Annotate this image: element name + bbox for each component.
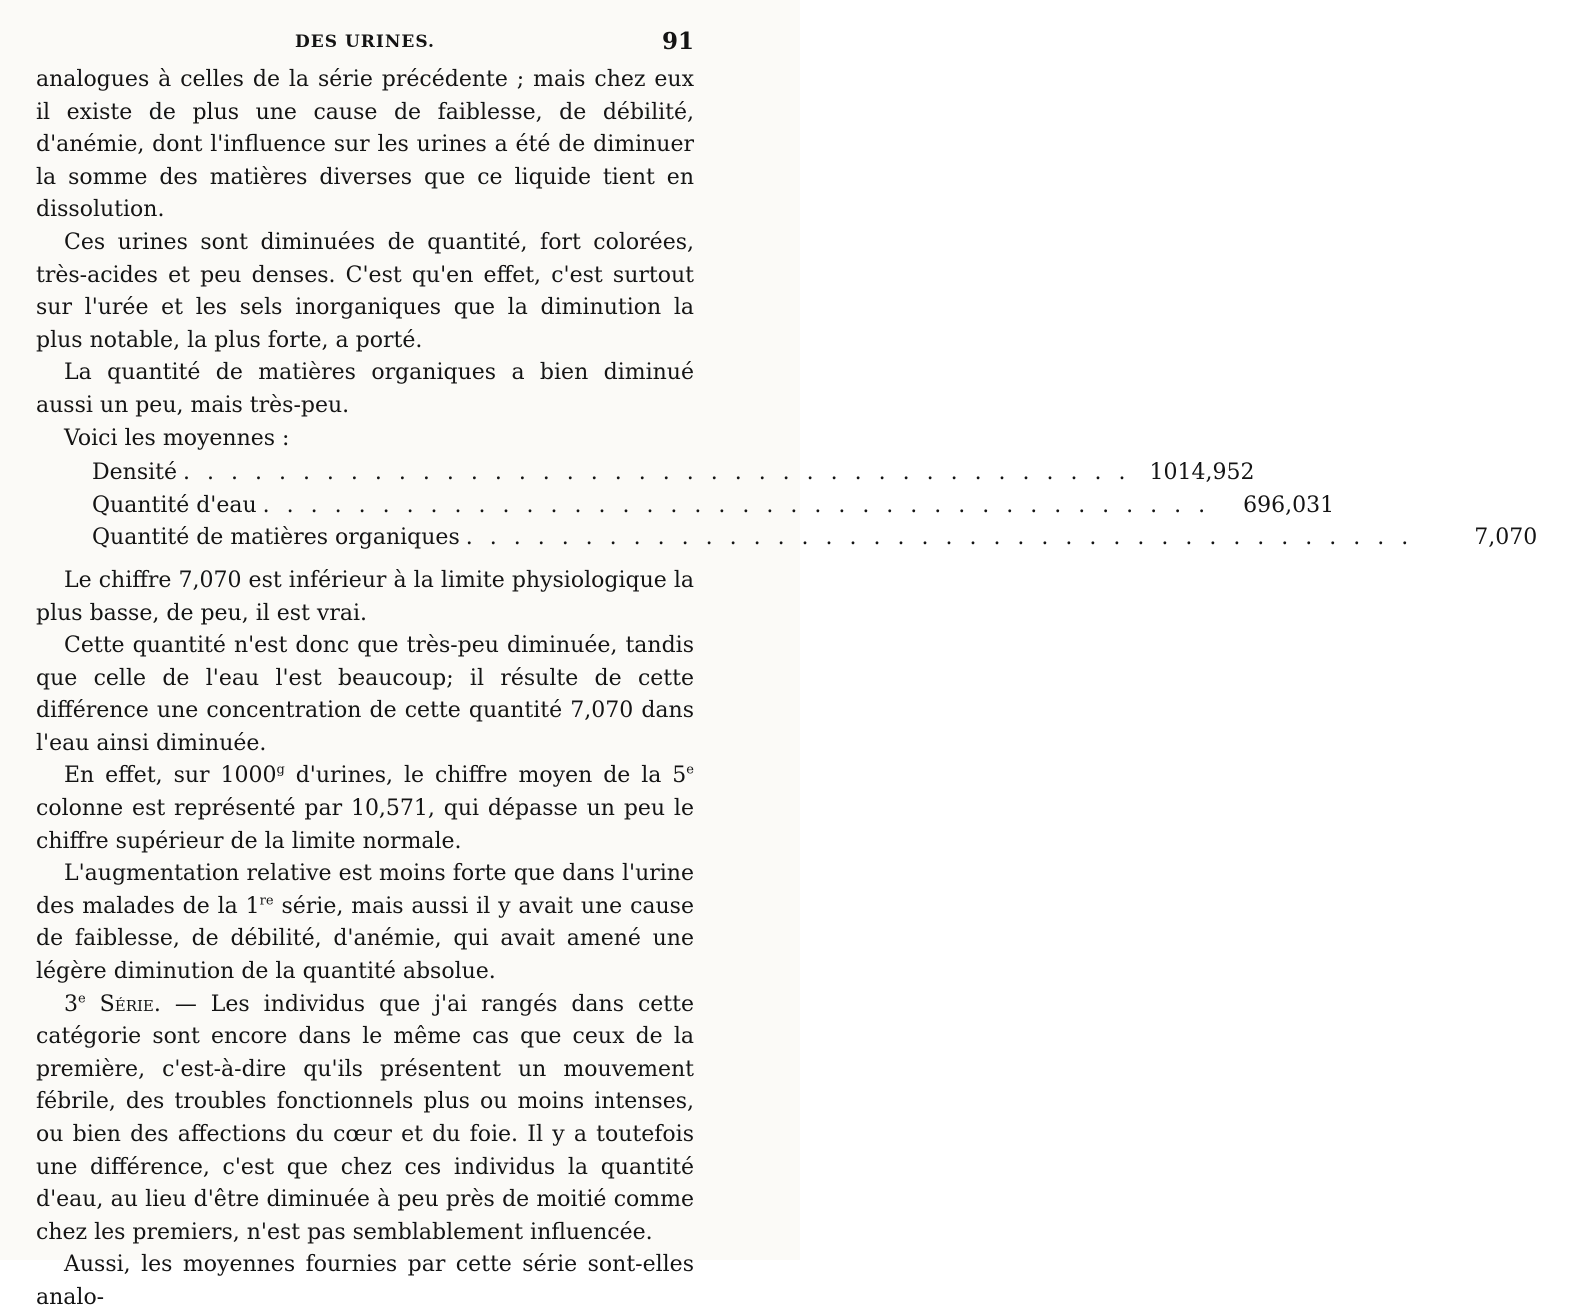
paragraph-continuation: analogues à celles de la série précédente ; mais chez eux il existe de plus une cause de faiblesse, de débilité, d'anémie, dont l'influence sur les urines a été de diminuer la somme des matières diverses que ce liquide tient en dissolution.: [36, 67, 694, 223]
paragraph-augmentation: [36, 858, 694, 988]
ordinal-superscript: e: [78, 991, 86, 1007]
paragraph-figure-comparison: Le chiffre 7,070 est inférieur à la limite physiologique la plus basse, de peu, il est vrai.: [36, 567, 694, 626]
body-text: [36, 64, 1538, 1315]
averages-row-water: [36, 490, 1335, 523]
paragraph-concentration: Cette quantité n'est donc que très-peu diminuée, tandis que celle de l'eau l'est beaucoup; il résulte de cette différence une concentration de cette quantité 7,070 dans l'eau ainsi diminuée.: [36, 633, 694, 756]
averages-value: 1014,952: [1149, 460, 1255, 486]
series-heading: Série.: [99, 991, 161, 1017]
paragraph-en-effet: [36, 760, 694, 858]
ordinal-superscript: e: [686, 763, 694, 779]
averages-value: 7,070: [1474, 525, 1538, 551]
averages-label: Densité: [92, 460, 178, 486]
text-segment: d'urines, le chiffre moyen de la 5: [284, 763, 687, 789]
paragraph-organic-matter: La quantité de matières organiques a bien diminué aussi un peu, mais très-peu.: [36, 360, 694, 418]
page-number: 91: [661, 28, 694, 55]
averages-table: [36, 457, 1538, 555]
paragraph-averages-intro: Voici les moyennes :: [64, 425, 290, 451]
page-header: [36, 28, 694, 60]
paragraph-urine-description: Ces urines sont diminuées de quantité, fort colorées, très-acides et peu denses. C'est qu'en effet, c'est surtout sur l'urée et les sels inorganiques que la diminution la plus notable, la plus forte, a porté.: [36, 229, 694, 353]
text-segment: colonne est représenté par 10,571, qui dépasse un peu le chiffre supérieur de la limite normale.: [36, 796, 694, 854]
dot-leader: [263, 490, 1210, 523]
averages-row-organic: [36, 522, 1538, 555]
text-segment: En effet, sur 1000: [64, 763, 277, 789]
paragraph-final: Aussi, les moyennes fournies par cette série sont-elles analo-: [36, 1252, 694, 1310]
series-number: 3: [64, 991, 78, 1017]
averages-row-density: [36, 457, 1255, 490]
paragraph-third-series: [36, 989, 694, 1250]
dot-leader: [183, 457, 1130, 490]
ordinal-superscript: re: [259, 893, 274, 909]
averages-label: Quantité de matières organiques: [92, 525, 460, 551]
text-segment: L'augmentation relative est moins forte que dans l'urine des malades de la 1: [36, 861, 694, 919]
dot-leader: [466, 522, 1413, 555]
text-segment: série, mais aussi il y avait une cause de faiblesse, de débilité, d'anémie, qui avait amené une légère diminution de la quantité absolue.: [36, 893, 694, 985]
running-head: DES URINES.: [295, 32, 435, 52]
unit-superscript: g: [276, 763, 285, 779]
averages-value: 696,031: [1243, 492, 1335, 518]
text-segment: — Les individus que j'ai rangés dans cette catégorie sont encore dans le même cas que ceux de la première, c'est-à-dire qu'ils présentent un mouvement fébrile, des troubles fonctionnels plus ou moins intenses, ou bien des affections du cœur et du foie. Il y a toutefois une différence, c'est que chez ces individus la quantité d'eau, au lieu d'être diminuée à peu près de moitié comme chez les premiers, n'est pas semblablement influencée.: [36, 991, 694, 1245]
averages-label: Quantité d'eau: [92, 492, 257, 518]
